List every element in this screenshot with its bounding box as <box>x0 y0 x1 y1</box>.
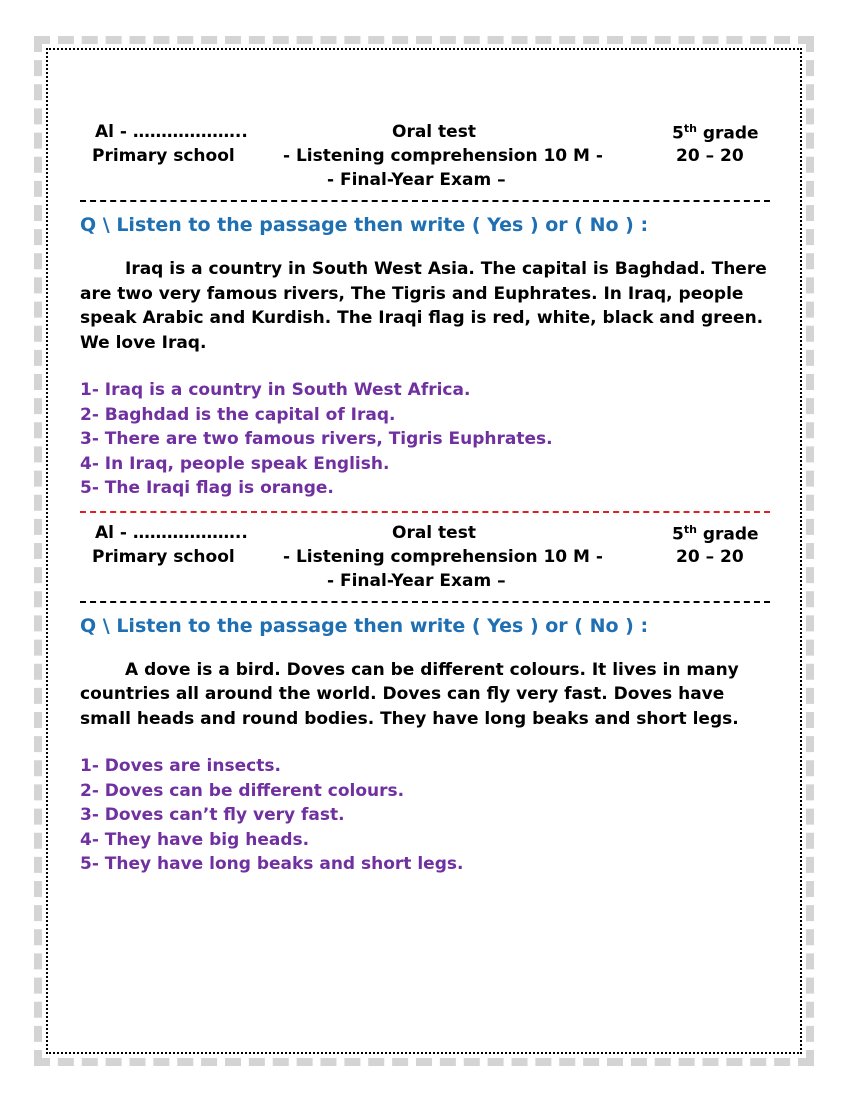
school-year: 20 – 20 <box>676 546 744 567</box>
reading-passage: Iraq is a country in South West Asia. The capital is Baghdad. There are two very famous rivers, The Tigris and Euphrates. In Iraq, people speak Arabic and Kurdish. The Iraqi flag is red, white, black and green. We love Iraq. <box>80 259 767 353</box>
grade-word: grade <box>696 524 759 545</box>
question-instruction: Q \ Listen to the passage then write ( Yes ) or ( No ) : <box>80 614 649 637</box>
question-item: 3- Doves can’t fly very fast. <box>80 805 345 825</box>
test-skill: - Listening comprehension 10 M - <box>283 146 603 166</box>
grade-number: 5 <box>672 123 684 144</box>
question-list <box>80 378 770 501</box>
grade-ordinal: th <box>683 522 697 536</box>
grade-ordinal: th <box>683 122 697 135</box>
test-type: Oral test <box>392 122 476 142</box>
divider <box>80 601 770 603</box>
exam-name: - Final-Year Exam – <box>327 170 506 190</box>
grade-word: grade <box>696 123 759 144</box>
question-instruction: Q \ Listen to the passage then write ( Yes ) or ( No ) : <box>80 214 649 236</box>
section-divider <box>80 511 770 513</box>
question-item: 2- Baghdad is the capital of Iraq. <box>80 404 396 425</box>
school-name-blank: Al - ……………….. <box>95 122 248 142</box>
question-item: 3- There are two famous rivers, Tigris Euphrates. <box>80 429 553 449</box>
exam-name: - Final-Year Exam – <box>327 570 506 591</box>
question-item: 4- In Iraq, people speak English. <box>80 453 390 474</box>
grade-number: 5 <box>672 524 684 545</box>
grade <box>672 523 759 545</box>
divider <box>80 200 770 202</box>
question-list <box>80 754 770 877</box>
question-item: 2- Doves can be different colours. <box>80 780 405 801</box>
school-type: Primary school <box>92 146 235 166</box>
question-item: 1- Iraq is a country in South West Africa. <box>80 380 471 400</box>
worksheet <box>80 118 770 877</box>
school-name-blank: Al - ……………….. <box>95 522 248 543</box>
question-item: 1- Doves are insects. <box>80 756 281 776</box>
school-year: 20 – 20 <box>676 146 744 166</box>
question-item: 5- The Iraqi flag is orange. <box>80 478 334 498</box>
question-item: 4- They have big heads. <box>80 829 310 850</box>
question-item: 5- They have long beaks and short legs. <box>80 854 464 874</box>
school-type: Primary school <box>92 546 235 567</box>
test-skill: - Listening comprehension 10 M - <box>283 546 603 567</box>
test-type: Oral test <box>392 522 476 543</box>
reading-passage: A dove is a bird. Doves can be different colours. It lives in many countries all around the world. Doves can fly very fast. Doves have small heads and round bodies. They have long beaks and short legs. <box>80 659 739 729</box>
exam-header <box>80 118 770 194</box>
exam-header <box>80 519 770 595</box>
grade <box>672 122 759 144</box>
